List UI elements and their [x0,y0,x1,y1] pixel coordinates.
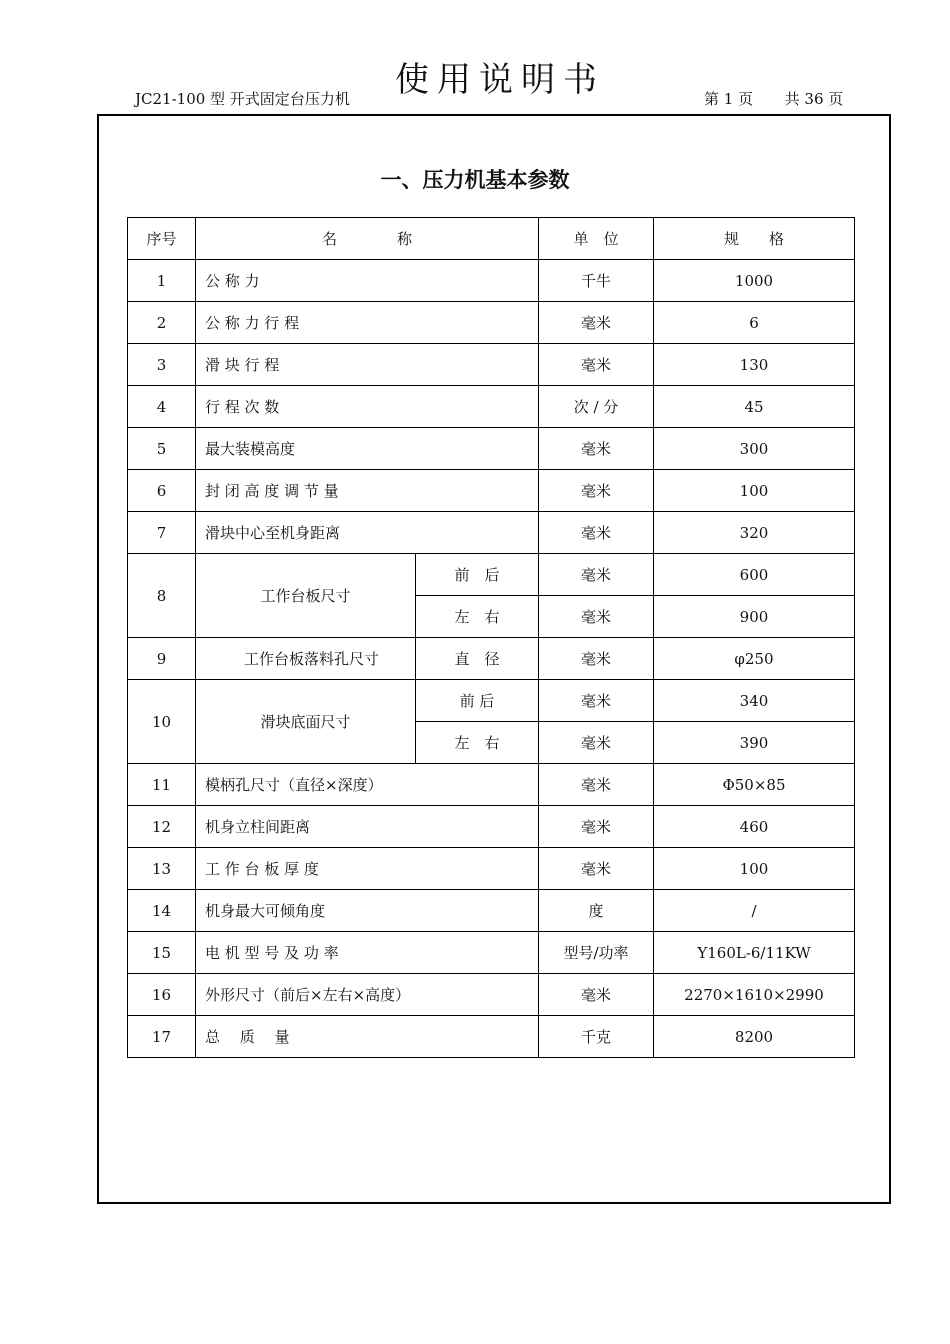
row-spec: 1000 [654,260,855,302]
page-label: 第 1 页 [704,90,754,108]
row-index: 3 [128,344,196,386]
row-name: 封 闭 高 度 调 节 量 [196,470,539,512]
row-spec: 2270×1610×2990 [654,974,855,1016]
total-pages-label: 共 36 页 [784,90,844,108]
row-sublabel: 前 后 [416,680,539,722]
row-spec: 100 [654,848,855,890]
table-row [128,932,855,974]
row-index: 7 [128,512,196,554]
row-sublabel: 左 右 [416,722,539,764]
table-row [128,470,855,512]
row-spec: 600 [654,554,855,596]
parameters-table [127,217,855,1058]
row-unit: 毫米 [539,302,654,344]
row-name: 滑块中心至机身距离 [196,512,539,554]
row-name: 工作台板落料孔尺寸 [196,638,416,680]
row-name: 工 作 台 板 厚 度 [196,848,539,890]
table-row [128,302,855,344]
row-name: 行 程 次 数 [196,386,539,428]
page-number [704,88,843,109]
row-unit: 毫米 [539,554,654,596]
table-row [128,554,855,596]
row-spec: / [654,890,855,932]
table-row [128,890,855,932]
row-unit: 毫米 [539,764,654,806]
row-index: 12 [128,806,196,848]
document-title: 使用说明书 [395,60,605,100]
row-index: 5 [128,428,196,470]
table-row [128,512,855,554]
row-name: 机身最大可倾角度 [196,890,539,932]
row-index: 15 [128,932,196,974]
table-row [128,386,855,428]
table-header-row [128,218,855,260]
row-spec: 8200 [654,1016,855,1058]
row-index: 10 [128,680,196,764]
row-spec: 130 [654,344,855,386]
row-spec: 45 [654,386,855,428]
row-index: 16 [128,974,196,1016]
row-spec: φ250 [654,638,855,680]
row-unit: 毫米 [539,974,654,1016]
row-sublabel: 左 右 [416,596,539,638]
table-row [128,848,855,890]
row-unit: 毫米 [539,680,654,722]
header-name: 名 称 [196,218,539,260]
row-name: 机身立柱间距离 [196,806,539,848]
row-unit: 毫米 [539,428,654,470]
row-name: 电 机 型 号 及 功 率 [196,932,539,974]
row-spec: 900 [654,596,855,638]
row-name: 滑 块 行 程 [196,344,539,386]
document-model-label: JC21-100 型 开式固定台压力机 [135,90,350,108]
row-unit: 毫米 [539,470,654,512]
section-title: 一、压力机基本参数 [380,168,570,192]
header-index: 序号 [128,218,196,260]
row-spec: 6 [654,302,855,344]
row-unit: 度 [539,890,654,932]
row-unit: 毫米 [539,848,654,890]
row-index: 14 [128,890,196,932]
row-sublabel: 前 后 [416,554,539,596]
table-row [128,806,855,848]
row-name: 总 质 量 [196,1016,539,1058]
table-row [128,974,855,1016]
row-sublabel: 直 径 [416,638,539,680]
row-index: 2 [128,302,196,344]
row-index: 4 [128,386,196,428]
row-spec: 100 [654,470,855,512]
row-index: 11 [128,764,196,806]
header-unit: 单 位 [539,218,654,260]
row-unit: 毫米 [539,344,654,386]
row-name: 公 称 力 行 程 [196,302,539,344]
row-unit: 毫米 [539,512,654,554]
row-spec: 320 [654,512,855,554]
table-row [128,764,855,806]
row-spec: Y160L-6/11KW [654,932,855,974]
row-index: 17 [128,1016,196,1058]
row-index: 8 [128,554,196,638]
row-name: 最大装模高度 [196,428,539,470]
row-name: 模柄孔尺寸（直径×深度） [196,764,539,806]
row-unit: 次 / 分 [539,386,654,428]
row-unit: 千牛 [539,260,654,302]
row-index: 13 [128,848,196,890]
row-spec: Φ50×85 [654,764,855,806]
table-row [128,638,855,680]
row-name: 工作台板尺寸 [196,554,416,638]
row-unit: 毫米 [539,722,654,764]
row-unit: 型号/功率 [539,932,654,974]
table-row [128,1016,855,1058]
row-spec: 300 [654,428,855,470]
row-unit: 毫米 [539,638,654,680]
table-row [128,428,855,470]
row-unit: 毫米 [539,596,654,638]
row-name: 公 称 力 [196,260,539,302]
row-unit: 毫米 [539,806,654,848]
header-spec: 规 格 [654,218,855,260]
table-row [128,344,855,386]
table-row [128,260,855,302]
row-name: 滑块底面尺寸 [196,680,416,764]
row-index: 6 [128,470,196,512]
row-spec: 340 [654,680,855,722]
row-name: 外形尺寸（前后×左右×高度） [196,974,539,1016]
row-index: 1 [128,260,196,302]
row-unit: 千克 [539,1016,654,1058]
row-index: 9 [128,638,196,680]
table-row [128,680,855,722]
row-spec: 390 [654,722,855,764]
row-spec: 460 [654,806,855,848]
